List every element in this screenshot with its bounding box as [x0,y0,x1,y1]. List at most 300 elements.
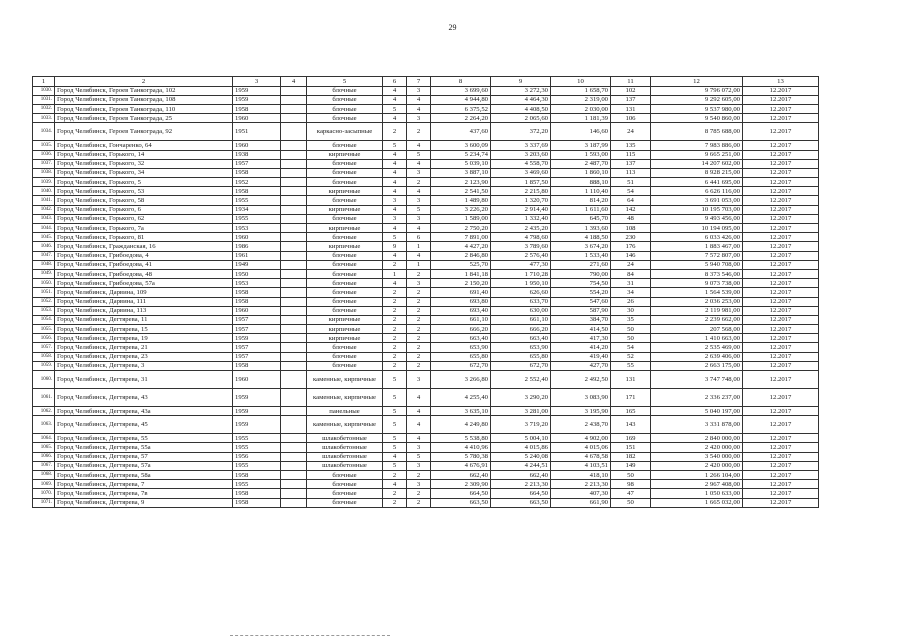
cell-entrances: 3 [407,86,431,95]
cell-build-year: 1958 [233,104,281,113]
cell-total-area: 5 234,74 [431,150,491,159]
cell-col4 [281,288,307,297]
cell-build-year: 1949 [233,260,281,269]
cell-col4 [281,95,307,104]
table-row [33,452,819,461]
cell-residential-area: 1 332,40 [491,214,551,223]
cell-row-number: 1036. [33,150,55,159]
cell-col4 [281,150,307,159]
cell-residents: 171 [611,389,651,407]
cell-wall-material: блочные [307,343,383,352]
cell-col4 [281,233,307,242]
cell-total-area: 3 226,20 [431,205,491,214]
cell-wall-material: блочные [307,260,383,269]
cell-cost: 2 036 253,00 [651,297,743,306]
cell-row-number: 1045. [33,233,55,242]
table-row [33,343,819,352]
cell-wall-material: блочные [307,141,383,150]
table-row [33,205,819,214]
cell-entrances: 3 [407,480,431,489]
cell-address: Город Челябинск, Горького, 34 [55,168,233,177]
cell-col4 [281,297,307,306]
cell-entrances: 2 [407,297,431,306]
cell-total-area: 672,70 [431,361,491,370]
cell-living-area: 1 533,40 [551,251,611,260]
table-row [33,389,819,407]
cell-residential-area: 3 337,69 [491,141,551,150]
cell-wall-material: блочные [307,489,383,498]
cell-cost: 2 639 406,00 [651,352,743,361]
cell-deadline: 12.2017 [743,334,819,343]
cell-residents: 131 [611,371,651,389]
table-row [33,178,819,187]
cell-row-number: 1061. [33,389,55,407]
cell-residents: 31 [611,279,651,288]
cell-address: Город Челябинск, Дегтярева, 57а [55,461,233,470]
cell-residents: 24 [611,123,651,141]
cell-total-area: 664,50 [431,489,491,498]
cell-living-area: 2 438,70 [551,416,611,434]
cell-residential-area: 3 789,60 [491,242,551,251]
cell-entrances: 3 [407,114,431,123]
cell-deadline: 12.2017 [743,352,819,361]
cell-floors: 2 [383,361,407,370]
cell-residential-area: 4 558,70 [491,159,551,168]
cell-build-year: 1959 [233,389,281,407]
cell-col4 [281,480,307,489]
cell-deadline: 12.2017 [743,224,819,233]
cell-floors: 2 [383,325,407,334]
cell-deadline: 12.2017 [743,269,819,278]
cell-address: Город Челябинск, Грибоедова, 48 [55,269,233,278]
cell-residential-area: 626,60 [491,288,551,297]
header-cell: 3 [233,77,281,87]
cell-residential-area: 633,70 [491,297,551,306]
header-cell: 6 [383,77,407,87]
cell-total-area: 4 676,91 [431,461,491,470]
cell-deadline: 12.2017 [743,233,819,242]
cell-build-year: 1955 [233,434,281,443]
cell-floors: 3 [383,214,407,223]
cell-residents: 64 [611,196,651,205]
cell-residents: 24 [611,260,651,269]
cell-entrances: 5 [407,150,431,159]
cell-residential-area: 663,50 [491,498,551,507]
cell-deadline: 12.2017 [743,489,819,498]
header-cell: 7 [407,77,431,87]
cell-col4 [281,196,307,205]
cell-entrances: 2 [407,498,431,507]
cell-address: Город Челябинск, Грибоедова, 4 [55,251,233,260]
cell-build-year: 1986 [233,242,281,251]
cell-deadline: 12.2017 [743,214,819,223]
table-row [33,288,819,297]
cell-build-year: 1955 [233,196,281,205]
cell-row-number: 1050. [33,279,55,288]
cell-residents: 50 [611,325,651,334]
cell-address: Город Челябинск, Героев Танкограда, 102 [55,86,233,95]
cell-residential-area: 3 469,60 [491,168,551,177]
cell-col4 [281,123,307,141]
cell-living-area: 814,20 [551,196,611,205]
cell-build-year: 1959 [233,86,281,95]
cell-entrances: 4 [407,159,431,168]
cell-floors: 2 [383,123,407,141]
cell-cost: 1 410 663,00 [651,334,743,343]
cell-address: Город Челябинск, Героев Танкограда, 108 [55,95,233,104]
cell-build-year: 1955 [233,480,281,489]
table-row [33,416,819,434]
cell-total-area: 4 410,96 [431,443,491,452]
cell-col4 [281,361,307,370]
cell-floors: 3 [383,196,407,205]
cell-floors: 5 [383,141,407,150]
cell-wall-material: блочные [307,470,383,479]
cell-residential-area: 1 950,10 [491,279,551,288]
cell-col4 [281,461,307,470]
cell-build-year: 1961 [233,251,281,260]
cell-wall-material: кирпичные [307,205,383,214]
cell-wall-material: шлакобетонные [307,461,383,470]
cell-row-number: 1059. [33,361,55,370]
cell-col4 [281,315,307,324]
cell-row-number: 1060. [33,371,55,389]
cell-address: Город Челябинск, Грибоедова, 57а [55,279,233,288]
cell-floors: 4 [383,452,407,461]
cell-cost: 3 540 000,00 [651,452,743,461]
cell-living-area: 661,90 [551,498,611,507]
cell-total-area: 5 780,38 [431,452,491,461]
cell-wall-material: блочные [307,114,383,123]
cell-wall-material: блочные [307,498,383,507]
cell-living-area: 427,70 [551,361,611,370]
cell-residential-area: 663,40 [491,334,551,343]
cell-residents: 137 [611,95,651,104]
cell-living-area: 1 860,10 [551,168,611,177]
cell-residential-area: 5 004,10 [491,434,551,443]
cell-wall-material: кирпичные [307,150,383,159]
cell-entrances: 3 [407,371,431,389]
cell-build-year: 1951 [233,123,281,141]
cell-build-year: 1960 [233,371,281,389]
cell-address: Город Челябинск, Дегтярева, 7в [55,489,233,498]
cell-build-year: 1960 [233,141,281,150]
cell-entrances: 2 [407,315,431,324]
table-row [33,470,819,479]
cell-row-number: 1066. [33,452,55,461]
cell-residential-area: 2 213,30 [491,480,551,489]
cell-entrances: 3 [407,168,431,177]
table-row [33,260,819,269]
cell-wall-material: блочные [307,297,383,306]
cell-row-number: 1062. [33,407,55,416]
cell-living-area: 1 611,60 [551,205,611,214]
cell-cost: 2 535 469,00 [651,343,743,352]
cell-residential-area: 4 464,30 [491,95,551,104]
cell-row-number: 1054. [33,315,55,324]
cell-col4 [281,343,307,352]
cell-living-area: 2 487,70 [551,159,611,168]
cell-address: Город Челябинск, Героев Танкограда, 110 [55,104,233,113]
cell-deadline: 12.2017 [743,141,819,150]
cell-row-number: 1046. [33,242,55,251]
cell-address: Город Челябинск, Гражданская, 16 [55,242,233,251]
cell-living-area: 3 083,90 [551,389,611,407]
header-cell: 5 [307,77,383,87]
table-row [33,434,819,443]
cell-row-number: 1048. [33,260,55,269]
cell-living-area: 414,50 [551,325,611,334]
cell-wall-material: шлакобетонные [307,452,383,461]
cell-wall-material: каменные, кирпичные [307,371,383,389]
cell-cost: 2 663 175,00 [651,361,743,370]
cell-entrances: 4 [407,389,431,407]
cell-deadline: 12.2017 [743,371,819,389]
cell-address: Город Челябинск, Дегтярева, 23 [55,352,233,361]
cell-total-area: 4 255,40 [431,389,491,407]
cell-cost: 7 572 807,00 [651,251,743,260]
cell-residential-area: 4 015,86 [491,443,551,452]
cell-build-year: 1959 [233,95,281,104]
cell-row-number: 1068. [33,470,55,479]
cell-living-area: 271,60 [551,260,611,269]
cell-row-number: 1071. [33,498,55,507]
cell-residents: 54 [611,187,651,196]
cell-col4 [281,159,307,168]
cell-entrances: 2 [407,361,431,370]
cell-total-area: 4 249,80 [431,416,491,434]
cell-floors: 5 [383,389,407,407]
cell-total-area: 7 891,00 [431,233,491,242]
cell-residents: 135 [611,141,651,150]
cell-residents: 142 [611,205,651,214]
cell-cost: 9 537 980,00 [651,104,743,113]
cell-build-year: 1952 [233,178,281,187]
cell-cost: 6 626 116,00 [651,187,743,196]
table-row [33,352,819,361]
cell-floors: 4 [383,168,407,177]
cell-row-number: 1038. [33,168,55,177]
cell-wall-material: блочные [307,233,383,242]
cell-deadline: 12.2017 [743,461,819,470]
header-cell: 4 [281,77,307,87]
cell-living-area: 4 015,06 [551,443,611,452]
cell-row-number: 1034. [33,123,55,141]
cell-deadline: 12.2017 [743,187,819,196]
cell-build-year: 1959 [233,416,281,434]
cell-living-area: 414,20 [551,343,611,352]
cell-deadline: 12.2017 [743,407,819,416]
cell-build-year: 1938 [233,150,281,159]
table-row [33,150,819,159]
cell-row-number: 1031. [33,95,55,104]
cell-floors: 4 [383,150,407,159]
cell-address: Город Челябинск, Горького, 53 [55,187,233,196]
table-row [33,315,819,324]
cell-col4 [281,251,307,260]
cell-entrances: 2 [407,352,431,361]
cell-wall-material: блочные [307,159,383,168]
cell-wall-material: блочные [307,480,383,489]
cell-residents: 47 [611,489,651,498]
cell-address: Город Челябинск, Дарвина, 109 [55,288,233,297]
cell-row-number: 1064. [33,434,55,443]
cell-deadline: 12.2017 [743,95,819,104]
cell-floors: 5 [383,371,407,389]
cell-build-year: 1958 [233,498,281,507]
cell-cost: 3 691 053,00 [651,196,743,205]
cell-col4 [281,325,307,334]
cell-col4 [281,86,307,95]
cell-deadline: 12.2017 [743,443,819,452]
cell-residential-area: 2 065,60 [491,114,551,123]
cell-col4 [281,489,307,498]
cell-address: Город Челябинск, Дегтярева, 31 [55,371,233,389]
cell-living-area: 1 658,70 [551,86,611,95]
cell-row-number: 1067. [33,461,55,470]
cell-cost: 5 040 197,00 [651,407,743,416]
cell-row-number: 1047. [33,251,55,260]
cell-floors: 2 [383,297,407,306]
cell-address: Город Челябинск, Дарвина, 111 [55,297,233,306]
table-row [33,334,819,343]
cell-residents: 143 [611,416,651,434]
cell-deadline: 12.2017 [743,168,819,177]
cell-residential-area: 2 552,40 [491,371,551,389]
table-row [33,269,819,278]
cell-row-number: 1039. [33,178,55,187]
scan-edge-mark [230,635,390,636]
cell-wall-material: кирпичные [307,315,383,324]
cell-cost: 1 665 032,00 [651,498,743,507]
cell-entrances: 2 [407,123,431,141]
cell-row-number: 1055. [33,325,55,334]
cell-residential-area: 666,20 [491,325,551,334]
cell-cost: 2 840 000,00 [651,434,743,443]
cell-total-area: 663,40 [431,334,491,343]
table-row [33,187,819,196]
cell-cost: 3 331 878,00 [651,416,743,434]
cell-col4 [281,407,307,416]
column-number-row [33,77,819,87]
cell-cost: 9 796 072,00 [651,86,743,95]
cell-row-number: 1058. [33,352,55,361]
cell-residents: 115 [611,150,651,159]
cell-floors: 5 [383,461,407,470]
cell-residents: 26 [611,297,651,306]
cell-row-number: 1049. [33,269,55,278]
cell-total-area: 2 123,90 [431,178,491,187]
cell-cost: 1 883 467,00 [651,242,743,251]
cell-deadline: 12.2017 [743,104,819,113]
cell-floors: 4 [383,205,407,214]
cell-col4 [281,389,307,407]
cell-residential-area: 3 203,60 [491,150,551,159]
cell-address: Город Челябинск, Дегтярева, 45 [55,416,233,434]
cell-cost: 9 073 738,00 [651,279,743,288]
cell-cost: 2 420 000,00 [651,461,743,470]
cell-deadline: 12.2017 [743,434,819,443]
cell-living-area: 547,60 [551,297,611,306]
cell-wall-material: каркасно-засыпные [307,123,383,141]
cell-residential-area: 2 576,40 [491,251,551,260]
cell-address: Город Челябинск, Героев Танкограда, 25 [55,114,233,123]
cell-floors: 2 [383,489,407,498]
cell-col4 [281,416,307,434]
cell-residential-area: 3 281,00 [491,407,551,416]
cell-row-number: 1035. [33,141,55,150]
cell-col4 [281,498,307,507]
page-number: 29 [448,23,457,32]
cell-residents: 55 [611,361,651,370]
cell-living-area: 2 213,30 [551,480,611,489]
cell-residential-area: 662,40 [491,470,551,479]
cell-entrances: 5 [407,452,431,461]
cell-total-area: 663,50 [431,498,491,507]
cell-col4 [281,141,307,150]
cell-build-year: 1958 [233,489,281,498]
cell-row-number: 1042. [33,205,55,214]
cell-floors: 2 [383,352,407,361]
cell-deadline: 12.2017 [743,178,819,187]
cell-total-area: 3 699,60 [431,86,491,95]
cell-living-area: 417,30 [551,334,611,343]
cell-residents: 106 [611,114,651,123]
table-row [33,279,819,288]
cell-address: Город Челябинск, Горького, 32 [55,159,233,168]
cell-address: Город Челябинск, Горького, 62 [55,214,233,223]
cell-deadline: 12.2017 [743,389,819,407]
cell-living-area: 146,60 [551,123,611,141]
cell-residents: 108 [611,224,651,233]
cell-build-year: 1959 [233,334,281,343]
cell-col4 [281,187,307,196]
cell-col4 [281,214,307,223]
cell-wall-material: кирпичные [307,187,383,196]
cell-address: Город Челябинск, Горького, 58 [55,196,233,205]
cell-residential-area: 4 408,50 [491,104,551,113]
cell-deadline: 12.2017 [743,288,819,297]
cell-deadline: 12.2017 [743,361,819,370]
cell-cost: 1 564 539,00 [651,288,743,297]
cell-deadline: 12.2017 [743,251,819,260]
cell-build-year: 1958 [233,297,281,306]
cell-build-year: 1934 [233,205,281,214]
cell-build-year: 1956 [233,452,281,461]
cell-floors: 4 [383,224,407,233]
cell-entrances: 2 [407,306,431,315]
cell-deadline: 12.2017 [743,279,819,288]
cell-residents: 230 [611,233,651,242]
cell-total-area: 4 427,20 [431,242,491,251]
cell-total-area: 3 600,09 [431,141,491,150]
cell-address: Город Челябинск, Гончаренко, 64 [55,141,233,150]
cell-floors: 4 [383,86,407,95]
cell-residential-area: 477,30 [491,260,551,269]
cell-total-area: 662,40 [431,470,491,479]
cell-row-number: 1040. [33,187,55,196]
cell-living-area: 554,20 [551,288,611,297]
table-row [33,306,819,315]
cell-address: Город Челябинск, Горького, 7а [55,224,233,233]
cell-cost: 3 747 748,00 [651,371,743,389]
cell-cost: 2 239 662,00 [651,315,743,324]
cell-residential-area: 2 435,20 [491,224,551,233]
cell-col4 [281,104,307,113]
cell-row-number: 1032. [33,104,55,113]
cell-row-number: 1033. [33,114,55,123]
cell-total-area: 693,40 [431,306,491,315]
